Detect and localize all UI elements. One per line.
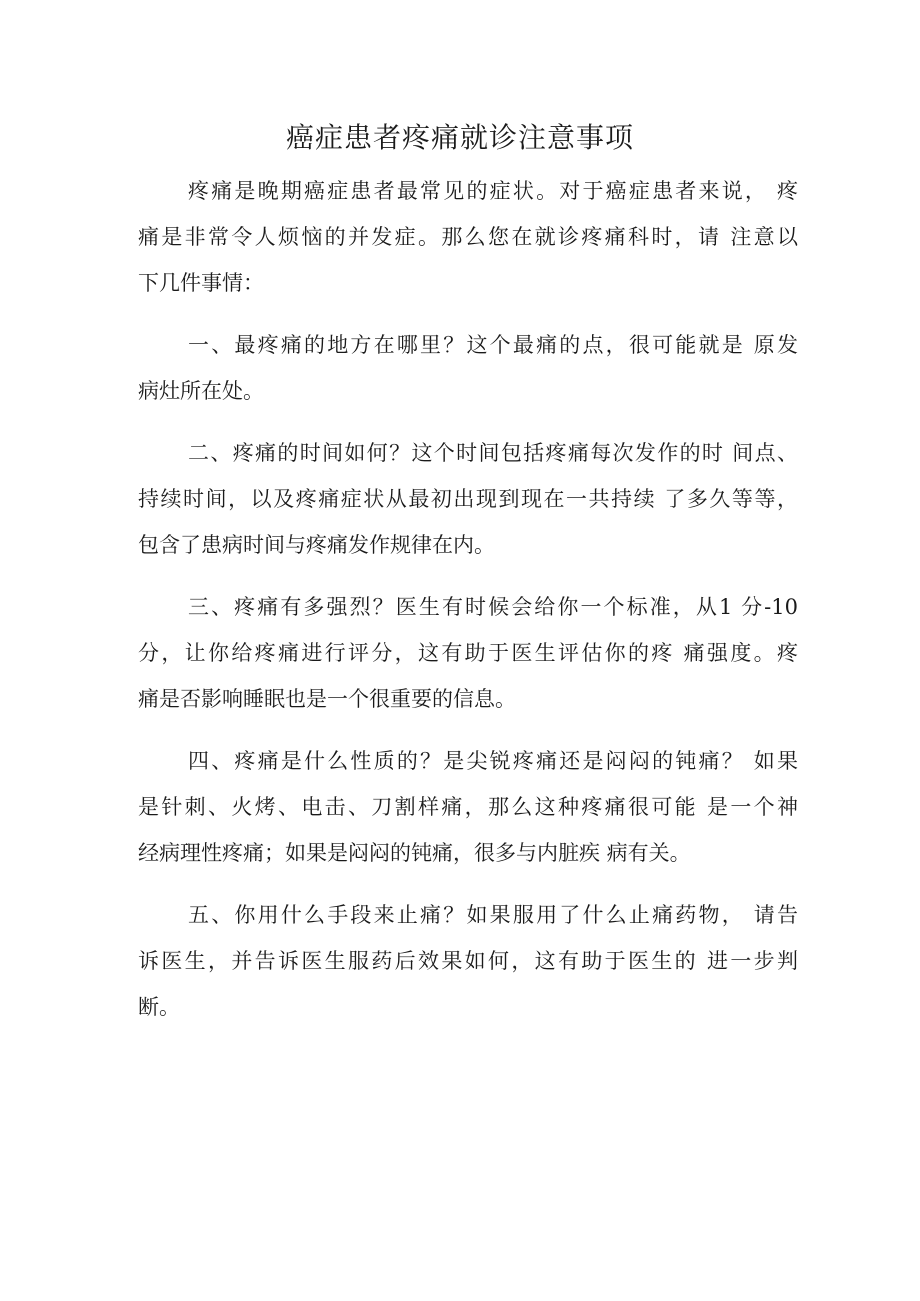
text-line: 下几件事情： <box>138 271 264 295</box>
text-line: 诉医生，并告诉医生服药后效果如何，这有助于医生的 进一步判 <box>138 949 798 973</box>
page-title: 癌症患者疼痛就诊注意事项 <box>285 121 634 154</box>
paragraph-item-2 <box>138 430 798 568</box>
text-line: 持续时间，以及疼痛症状从最初出现到现在一共持续 了多久等等， <box>138 487 798 511</box>
text-line: 四、疼痛是什么性质的？是尖锐疼痛还是闷闷的钝痛？ 如果 <box>188 749 798 773</box>
text-line: 经病理性疼痛；如果是闷闷的钝痛，很多与内脏疾 病有关。 <box>138 841 691 865</box>
paragraph-item-1 <box>138 322 798 414</box>
text-line: 痛是否影响睡眠也是一个很重要的信息。 <box>138 687 516 711</box>
paragraph-intro <box>138 168 798 306</box>
paragraph-item-4 <box>138 738 798 876</box>
paragraph-item-3 <box>138 584 798 722</box>
text-line: 包含了患病时间与疼痛发作规律在内。 <box>138 533 495 557</box>
text-line: 一、最疼痛的地方在哪里？这个最痛的点，很可能就是 原发 <box>188 333 798 357</box>
text-line: 三、疼痛有多强烈？医生有时候会给你一个标准，从1 分-10 <box>188 595 798 619</box>
text-line: 疼痛是晚期癌症患者最常见的症状。对于癌症患者来说， 疼 <box>188 179 798 203</box>
text-line: 二、疼痛的时间如何？这个时间包括疼痛每次发作的时 间点、 <box>188 441 798 465</box>
text-line: 病灶所在处。 <box>138 379 264 403</box>
paragraph-item-5 <box>138 892 798 1030</box>
document-body <box>138 168 798 1046</box>
text-line: 分，让你给疼痛进行评分，这有助于医生评估你的疼 痛强度。疼 <box>138 641 798 665</box>
text-line: 五、你用什么手段来止痛？如果服用了什么止痛药物， 请告 <box>188 903 798 927</box>
text-line: 断。 <box>138 995 180 1019</box>
text-line: 是针刺、火烤、电击、刀割样痛，那么这种疼痛很可能 是一个神 <box>138 795 798 819</box>
text-line: 痛是非常令人烦恼的并发症。那么您在就诊疼痛科时，请 注意以 <box>138 225 798 249</box>
